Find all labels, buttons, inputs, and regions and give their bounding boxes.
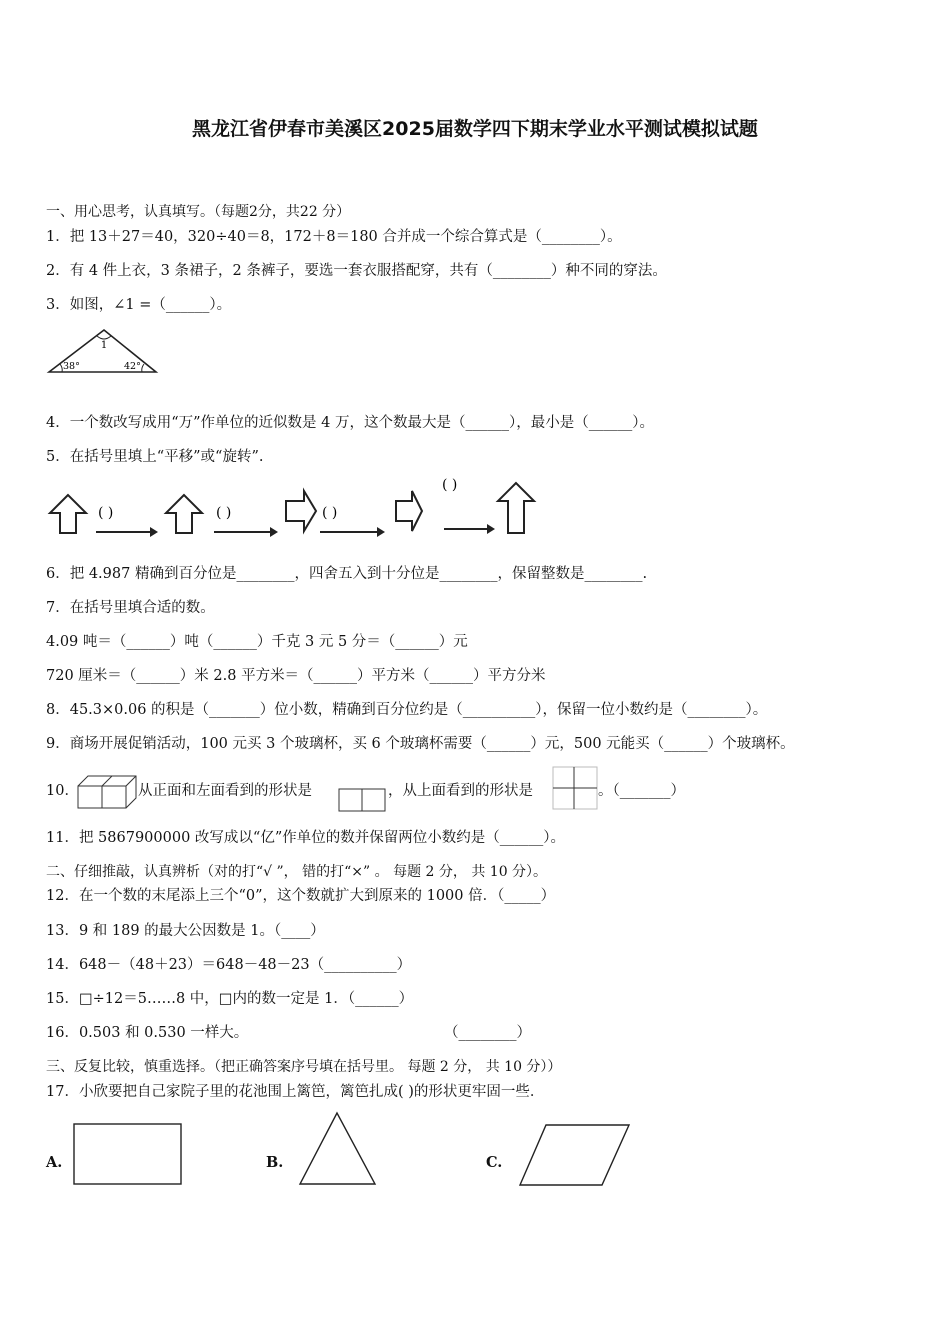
question-7: 7．在括号里填合适的数。 — [46, 600, 215, 616]
section-1-heading: 一、用心思考，认真填写。（每题2分，共22 分） — [46, 204, 351, 220]
question-3: 3．如图，∠1 =（______）。 — [46, 297, 232, 313]
right-arrow-shape-icon — [286, 491, 316, 531]
angle-42-label: 42° — [124, 361, 141, 372]
question-12: 12．在一个数的末尾添上三个“0”，这个数就扩大到原来的 1000 倍．（_____） — [46, 888, 556, 904]
top-view-figure — [552, 766, 598, 810]
question-9: 9．商场开展促销活动，100 元买 3 个玻璃杯，买 6 个玻璃杯需要（______）元，500 元能买（______）个玻璃杯。 — [46, 736, 795, 752]
triangle-figure — [46, 327, 158, 375]
question-2: 2．有 4 件上衣，3 条裙子，2 条裤子，要选一套衣服搭配穿，共有（________）种不同的穿法。 — [46, 263, 667, 279]
option-a-label: A. — [46, 1154, 63, 1171]
option-b-label: B. — [266, 1154, 284, 1171]
question-16: 16．0.503 和 0.530 一样大。 — [46, 1025, 249, 1041]
question-10-text-3: 。（_______） — [598, 783, 685, 799]
cube-figure — [76, 772, 140, 810]
question-8: 8．45.3×0.06 的积是（_______）位小数，精确到百分位约是（__________），保留一位小数约是（________）。 — [46, 702, 768, 718]
right-arrow-shape-icon — [396, 491, 422, 531]
section-3-heading: 三、反复比较，慎重选择。（把正确答案序号填在括号里。 每题 2 分， 共 10 分）） — [46, 1059, 562, 1075]
up-arrow-shape-icon — [498, 483, 534, 533]
page-title: 黑龙江省伊春市美溪区2025届数学四下期末学业水平测试模拟试题 — [192, 118, 758, 140]
front-view-figure — [338, 788, 386, 812]
angle-38-label: 38° — [63, 361, 80, 372]
section-2-heading: 二、仔细推敲，认真辨析（对的打“√ ”， 错的打“×” 。 每题 2 分， 共 10 分）。 — [46, 864, 548, 880]
question-5: 5．在括号里填上“平移”或“旋转”. — [46, 449, 264, 465]
blank-paren: ( ) — [322, 505, 338, 521]
question-10-text-1: 从正面和左面看到的形状是 — [138, 783, 312, 799]
question-14: 14．648－（48＋23）＝648－48－23（__________） — [46, 957, 412, 973]
question-10-text-2: ，从上面看到的形状是 — [388, 783, 533, 799]
angle-1-label: 1 — [100, 340, 108, 351]
question-13: 13．9 和 189 的最大公因数是 1。（____） — [46, 923, 325, 939]
up-arrow-shape-icon — [166, 495, 202, 533]
up-arrow-shape-icon — [50, 495, 86, 533]
triangle-option-figure — [298, 1111, 378, 1187]
question-17: 17．小欣要把自己家院子里的花池围上篱笆，篱笆扎成( )的形状更牢固一些． — [46, 1084, 545, 1100]
question-16-blank: （________） — [444, 1025, 531, 1041]
parallelogram-option-figure — [518, 1123, 632, 1187]
question-10-number: 10． — [46, 783, 79, 799]
question-4: 4．一个数改写成用“万”作单位的近似数是 4 万，这个数最大是（______），最小是（______）。 — [46, 415, 654, 431]
blank-paren: ( ) — [442, 477, 458, 493]
question-1: 1．把 13＋27＝40，320÷40＝8，172＋8＝180 合并成一个综合算式是（________）。 — [46, 229, 622, 245]
question-15: 15．□÷12＝5……8 中，□内的数一定是 1．（______） — [46, 991, 414, 1007]
blank-paren: ( ) — [98, 505, 114, 521]
blank-paren: ( ) — [216, 505, 232, 521]
question-11: 11．把 5867900000 改写成以“亿”作单位的数并保留两位小数约是（______）。 — [46, 830, 565, 846]
option-c-label: C. — [486, 1154, 503, 1171]
translation-rotation-figure — [46, 475, 536, 545]
question-7-line-1: 4.09 吨＝（______）吨（______）千克 3 元 5 分＝（______）元 — [46, 634, 468, 650]
question-6: 6．把 4.987 精确到百分位是________，四舍五入到十分位是________，保留整数是________. — [46, 566, 648, 582]
question-7-line-2: 720 厘米＝（______）米 2.8 平方米＝（______）平方米（______）平方分米 — [46, 668, 546, 684]
rectangle-option-figure — [73, 1123, 183, 1185]
